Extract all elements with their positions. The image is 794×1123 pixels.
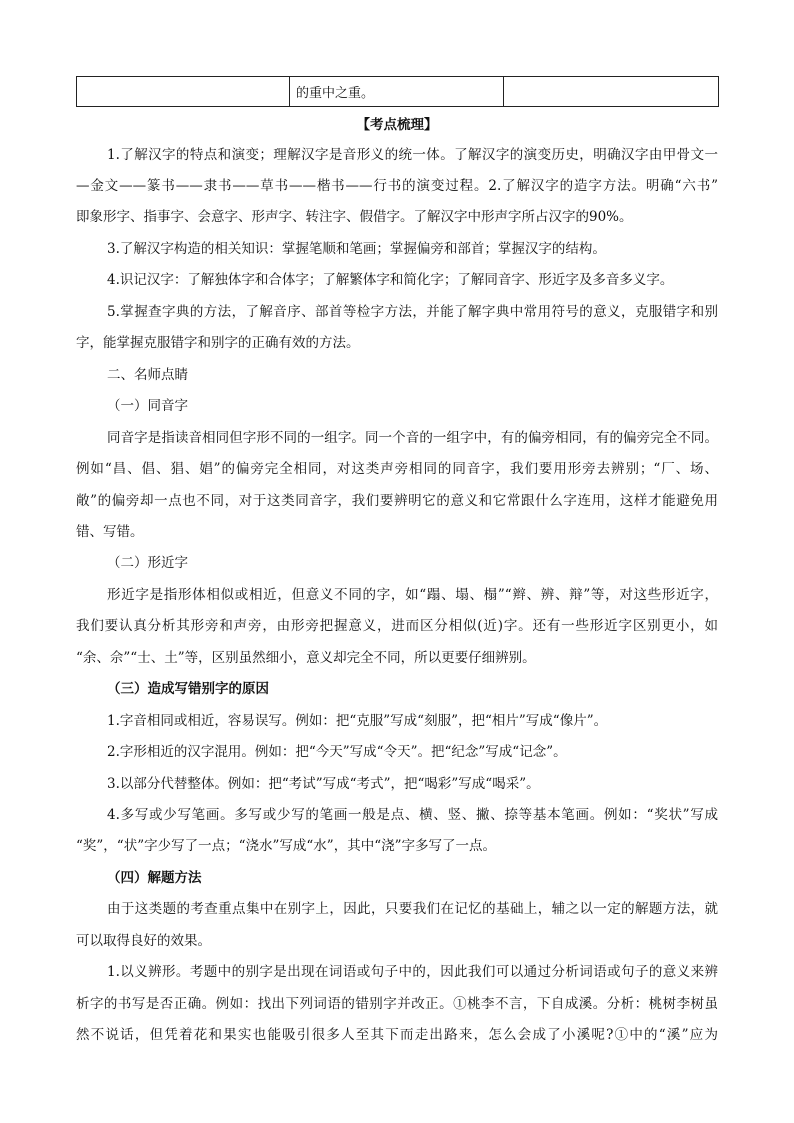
paragraph-line: 3.以部分代替整体。例如：把“考试”写成“考式”，把“喝彩”写成“喝采”。: [107, 776, 540, 792]
paragraph-line: 1.了解汉字的特点和演变；理解汉字是音形义的统一体。了解汉字的演变历史，明确汉字由甲骨文一: [107, 147, 718, 163]
paragraph-line: 可以取得良好的效果。: [76, 933, 211, 949]
paragraph-line: 即象形字、指事字、会意字、形声字、转注字、假借字。了解汉字中形声字所占汉字的90%。: [76, 209, 633, 225]
table-row: [77, 77, 719, 107]
paragraph-line: 错、写错。: [76, 524, 144, 540]
paragraph-line: 我们要认真分析其形旁和声旁，由形旁把握意义，进而区分相似(近)字。还有一些形近字区别更小，如: [76, 618, 718, 634]
paragraph-line: 1.以义辨形。考题中的别字是出现在词语或句子中的，因此我们可以通过分析词语或句子的意义来辨: [107, 964, 718, 980]
paragraph-line: 由于这类题的考查重点集中在别字上，因此，只要我们在记忆的基础上，辅之以一定的解题方法，就: [107, 901, 718, 917]
paragraph-line: “余、佘”“士、土”等，区别虽然细小，意义却完全不同，所以更要仔细辨别。: [76, 650, 536, 666]
paragraph-line: 1.字音相同或相近，容易误写。例如：把“克服”写成“刻服”，把“相片”写成“像片”。: [107, 713, 608, 729]
paragraph-line: —金文——篆书——隶书——草书——楷书——行书的演变过程。2.了解汉字的造字方法。明确“六书”: [76, 178, 718, 194]
paragraph-line: 5.掌握查字典的方法，了解音序、部首等检字方法，并能了解字典中常用符号的意义，克服错字和别: [107, 304, 718, 320]
paragraph-line: 析字的书写是否正确。例如：找出下列词语的错别字并改正。①桃李不言，下自成溪。分析：桃树李树虽: [76, 996, 718, 1012]
paragraph-line: 然不说话，但凭着花和果实也能吸引很多人至其下而走出路来，怎么会成了小溪呢?①中的“溪”应为: [76, 1027, 718, 1043]
paragraph-line: 字，能掌握克服错字和别字的正确有效的方法。: [76, 335, 360, 351]
paragraph-line: 4.多写或少写笔画。多写或少写的笔画一般是点、横、竖、撇、捺等基本笔画。例如：“奖状”写成: [107, 807, 718, 823]
paragraph-line: 同音字是指读音相同但字形不同的一组字。同一个音的一组字中，有的偏旁相同，有的偏旁完全不同。: [107, 430, 718, 446]
paragraph-line: 例如“昌、倡、猖、娼”的偏旁完全相同，对这类声旁相同的同音字，我们要用形旁去辨别；“厂、场、: [76, 461, 718, 477]
section-title: 【考点梳理】: [356, 117, 438, 133]
paragraph-line: “奖”，“状”字少写了一点；“浇水”写成“水”，其中“浇”字多写了一点。: [76, 838, 497, 854]
paragraph-line: 2.字形相近的汉字混用。例如：把“今天”写成“令天”。把“纪念”写成“记念”。: [107, 744, 567, 760]
subheading-solving-methods: （四）解题方法: [107, 870, 202, 886]
heading-teacher-tips: 二、名师点睛: [107, 367, 188, 383]
table-cell: [504, 77, 719, 107]
paragraph-line: 3.了解汉字构造的相关知识：掌握笔顺和笔画；掌握偏旁和部首；掌握汉字的结构。: [107, 241, 606, 257]
subheading-error-causes: （三）造成写错别字的原因: [107, 681, 269, 697]
paragraph-line: 敞”的偏旁却一点也不同，对于这类同音字，我们要辨明它的意义和它常跟什么字连用，这样才能避免用: [76, 493, 718, 509]
paragraph-line: 4.识记汉字：了解独体字和合体字；了解繁体字和简化字；了解同音字、形近字及多音多义字。: [107, 272, 674, 288]
continuation-table: [76, 76, 719, 107]
subheading-similar-chars: （二）形近字: [107, 555, 188, 571]
paragraph-line: 形近字是指形体相似或相近，但意义不同的字，如“蹋、塌、榻”“辫、辨、辩”等，对这些形近字，: [107, 587, 718, 603]
table-cell: 的重中之重。: [290, 77, 504, 107]
table-cell: [77, 77, 290, 107]
subheading-homophones: （一）同音字: [107, 398, 188, 414]
